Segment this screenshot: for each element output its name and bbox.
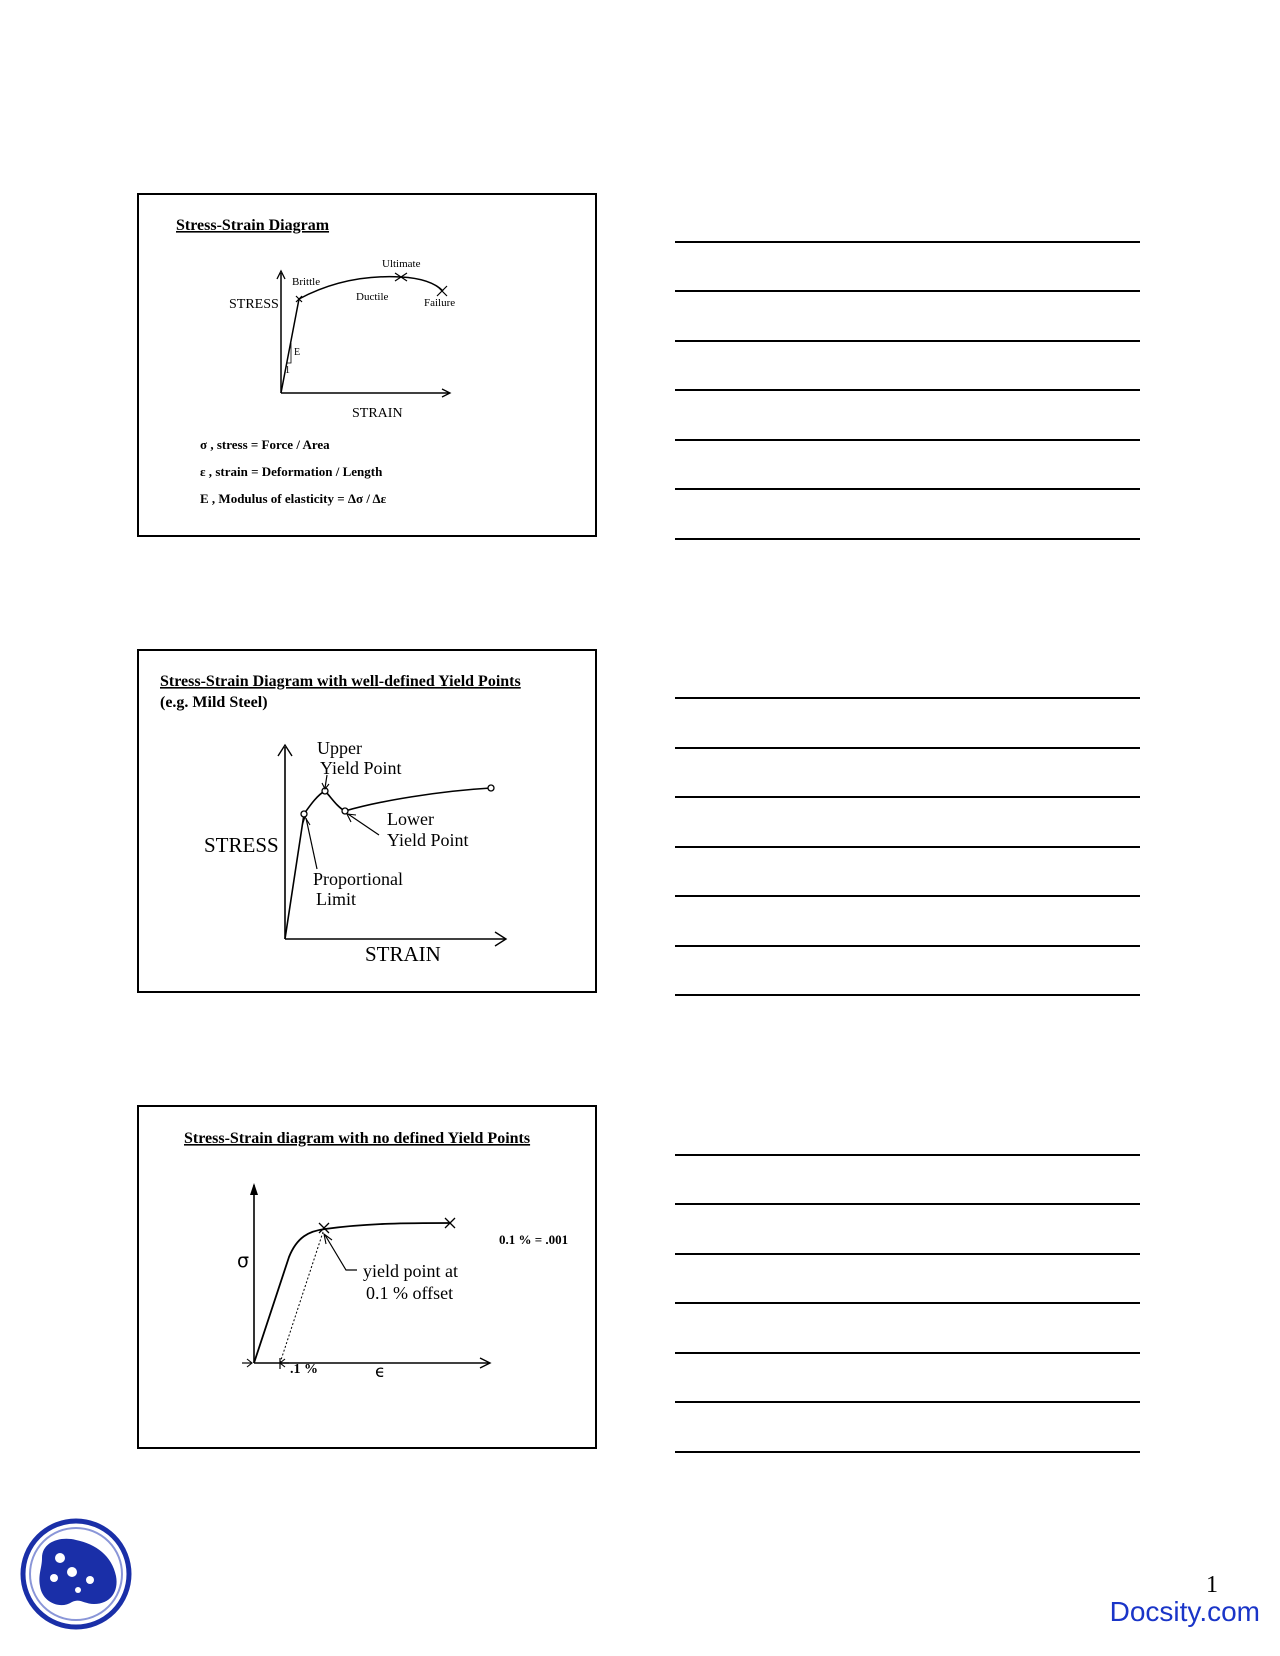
definition-stress: σ , stress = Force / Area — [200, 437, 330, 452]
yield-points-diagram — [139, 651, 595, 991]
lower-yield-point — [342, 808, 348, 814]
docsity-logo-icon — [20, 1518, 132, 1630]
note-line — [675, 945, 1140, 947]
slide-stress-strain-diagram — [137, 193, 597, 537]
x-axis-label: ϵ — [375, 1362, 386, 1382]
definition-modulus: E , Modulus of elasticity = Δσ / Δε — [200, 491, 387, 506]
stress-strain-diagram — [139, 195, 595, 535]
lower-yield-label-line2: Yield Point — [387, 830, 469, 850]
note-line — [675, 340, 1140, 342]
slide-subtitle: (e.g. Mild Steel) — [160, 694, 268, 711]
note-line — [675, 1451, 1140, 1453]
offset-note: 0.1 % = .001 — [499, 1232, 569, 1247]
note-line — [675, 1401, 1140, 1403]
slide-title: Stress-Strain Diagram with well-defined Yield Points — [160, 673, 521, 690]
proportional-label-line1: Proportional — [313, 869, 403, 889]
note-line — [675, 895, 1140, 897]
yield-leader — [325, 1235, 357, 1270]
note-line — [675, 439, 1140, 441]
unit-label: 1 — [285, 365, 290, 376]
note-line — [675, 994, 1140, 996]
docsity-brand-link[interactable]: Docsity.com — [1109, 1596, 1260, 1627]
offset-label: .1 % — [290, 1362, 318, 1377]
failure-point — [488, 785, 494, 791]
failure-label: Failure — [424, 297, 456, 309]
note-line — [675, 538, 1140, 540]
ultimate-label: Ultimate — [382, 258, 421, 270]
y-axis-label: σ — [237, 1250, 250, 1272]
brittle-label: Brittle — [292, 276, 321, 288]
note-line — [675, 1302, 1140, 1304]
lower-yield-label-line1: Lower — [387, 809, 434, 829]
ductile-label: Ductile — [356, 291, 389, 303]
note-line — [675, 389, 1140, 391]
x-axis-label: STRAIN — [365, 942, 441, 966]
note-line — [675, 290, 1140, 292]
note-line — [675, 846, 1140, 848]
page-number: 1 — [1206, 1572, 1218, 1598]
slide-yield-points-diagram — [137, 649, 597, 993]
note-line — [675, 1352, 1140, 1354]
note-line — [675, 796, 1140, 798]
offset-line — [280, 1229, 324, 1363]
y-axis-label: STRESS — [204, 833, 279, 857]
lower-yield-leader — [348, 814, 379, 835]
proportional-limit-point — [301, 811, 307, 817]
note-line — [675, 697, 1140, 699]
failure-point-icon — [437, 286, 447, 296]
y-axis-label: STRESS — [229, 297, 279, 312]
x-axis-label: STRAIN — [352, 406, 403, 421]
upper-yield-label-line1: Upper — [317, 738, 362, 758]
definition-strain: ε , strain = Deformation / Length — [200, 464, 383, 479]
offset-yield-diagram — [139, 1107, 595, 1447]
note-line — [675, 1253, 1140, 1255]
y-axis-arrow-icon — [250, 1183, 258, 1195]
modulus-label: E — [294, 347, 301, 358]
slide-title: Stress-Strain diagram with no defined Yield Points — [184, 1130, 531, 1147]
yield-label-line1: yield point at — [363, 1261, 458, 1281]
upper-yield-label-line2: Yield Point — [320, 758, 402, 778]
yield-label-line2: 0.1 % offset — [366, 1283, 454, 1303]
note-line — [675, 747, 1140, 749]
note-line — [675, 1203, 1140, 1205]
note-line — [675, 241, 1140, 243]
note-line — [675, 1154, 1140, 1156]
proportional-leader — [306, 818, 317, 869]
slide-title: Stress-Strain Diagram — [176, 217, 330, 234]
note-line — [675, 488, 1140, 490]
slide-offset-yield-diagram — [137, 1105, 597, 1449]
proportional-label-line2: Limit — [316, 889, 356, 909]
